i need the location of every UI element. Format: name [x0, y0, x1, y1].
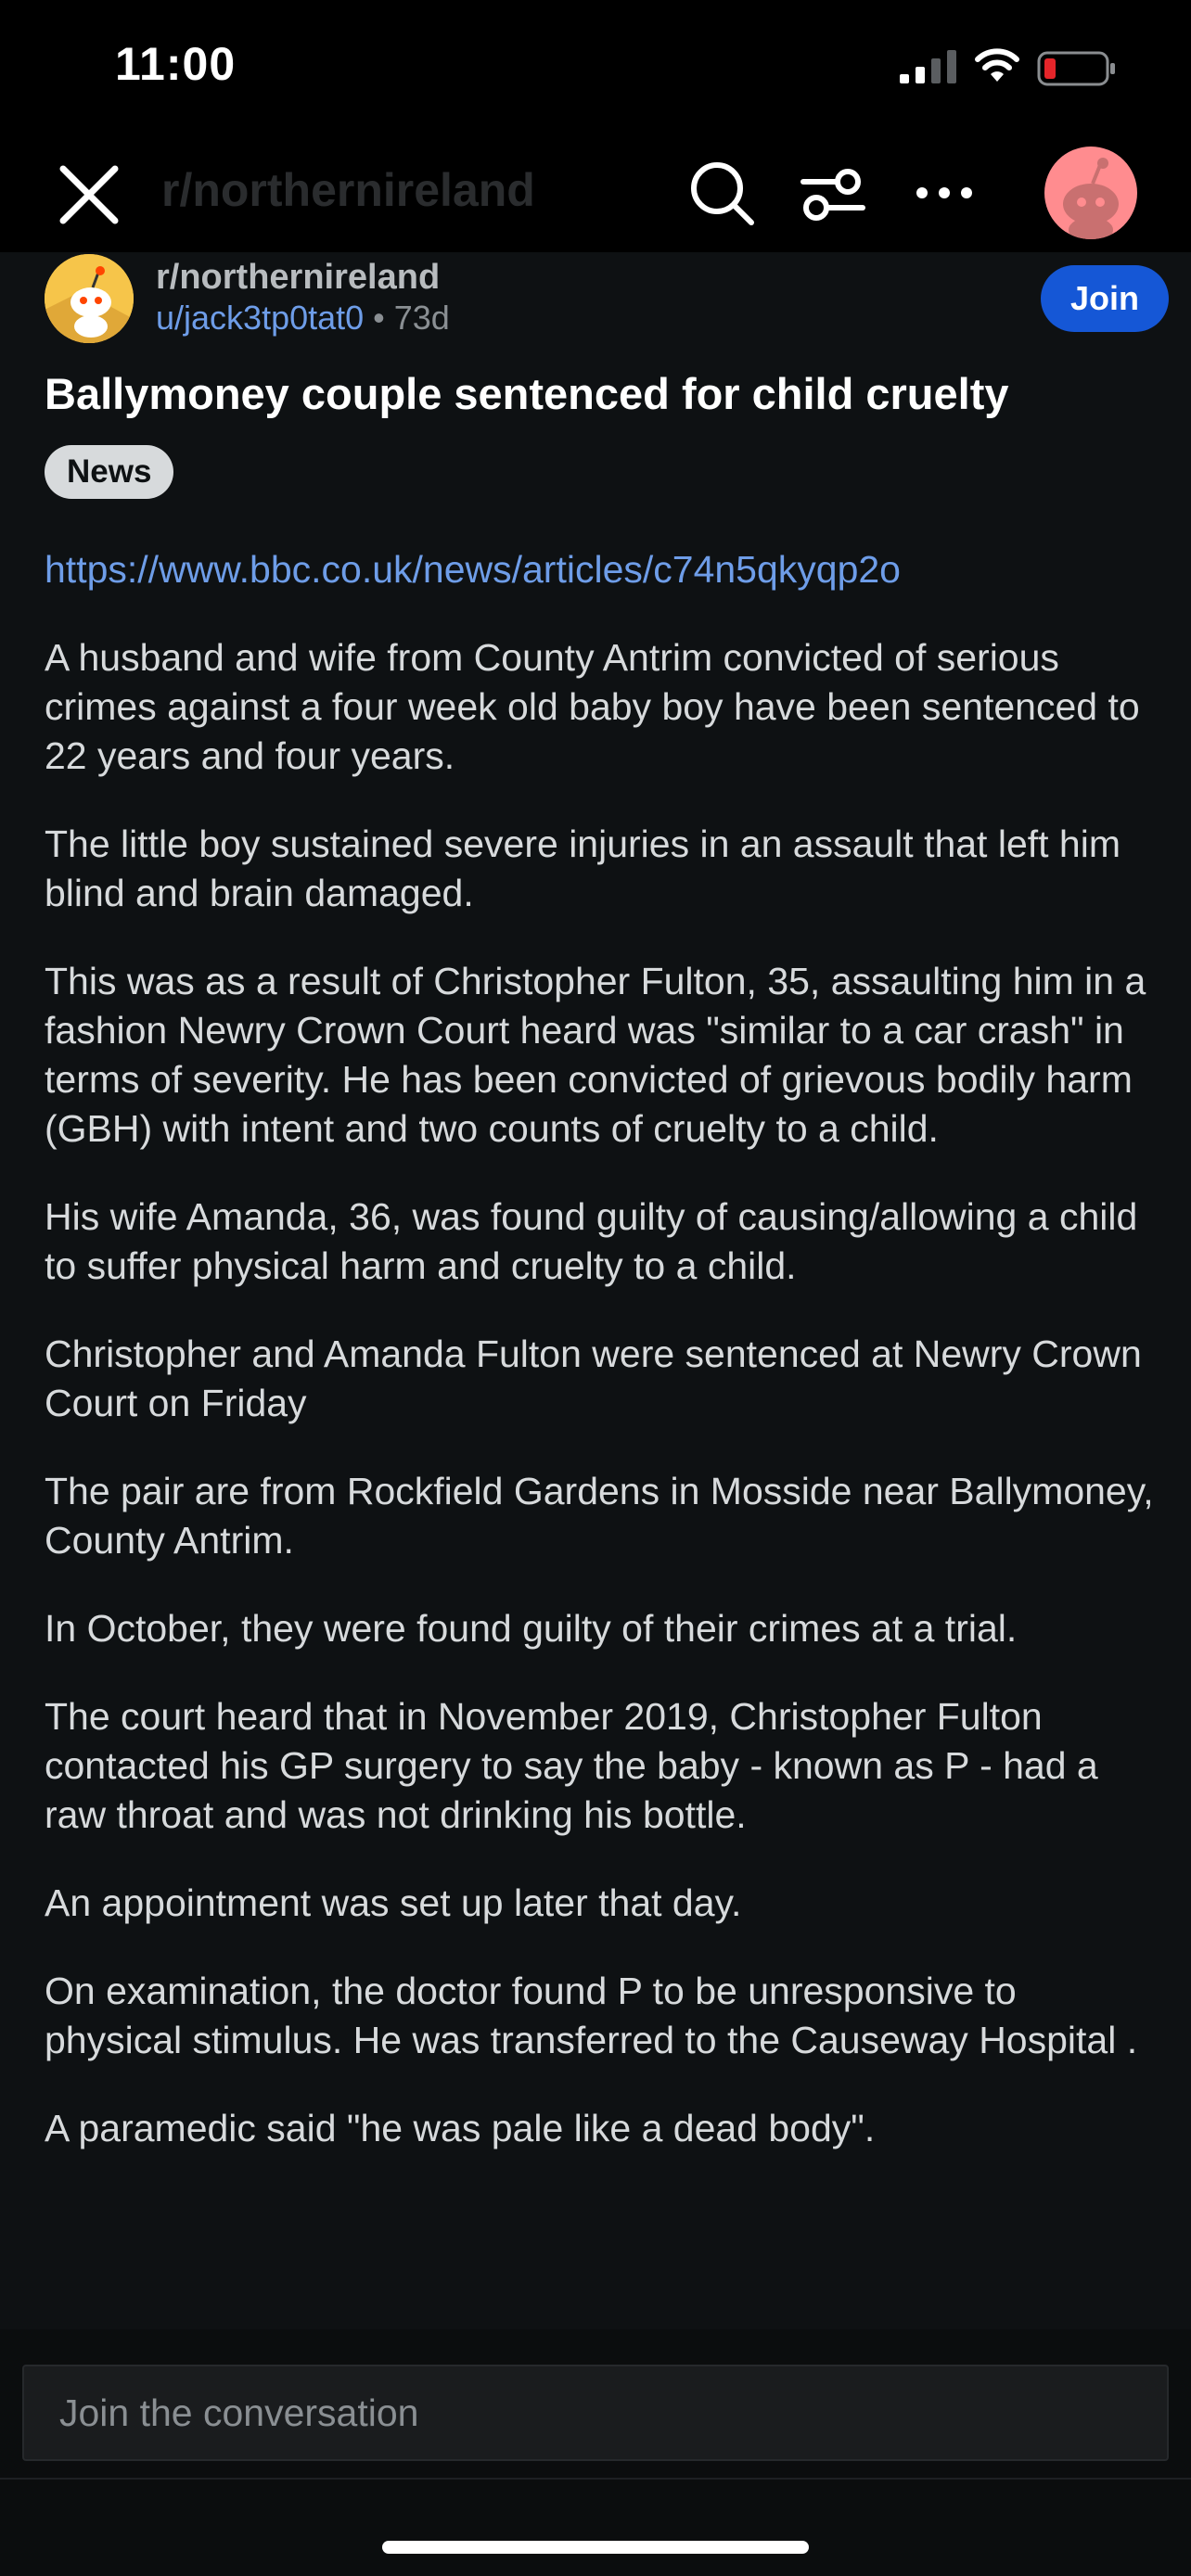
post-age: 73d [393, 299, 450, 337]
status-bar [0, 0, 1191, 130]
comment-input[interactable] [22, 2365, 1169, 2461]
post-content [0, 252, 1191, 2329]
body-paragraph: The pair are from Rockfield Gardens in Mosside near Ballymoney, County Antrim. [45, 1470, 1154, 1562]
meta-separator: • [373, 299, 385, 337]
body-paragraph: This was as a result of Christopher Fulton, 35, assaulting him in a fashion Newry Crown Court heard was "similar to a car crash" in terms of severity. He has been convicted of grievous bodily harm (GBH) with intent and two counts of cruelty to a child. [45, 960, 1146, 1150]
comment-composer-bar [0, 2329, 1191, 2576]
body-paragraph: The court heard that in November 2019, Christopher Fulton contacted his GP surgery to say the baby - known as P - had a raw throat and was not drinking his bottle. [45, 1695, 1098, 1836]
subreddit-avatar[interactable] [45, 254, 134, 343]
post-body [45, 545, 1158, 2192]
body-paragraph: An appointment was set up later that day. [45, 1881, 742, 1924]
top-navigation-bar [0, 130, 1191, 252]
join-button[interactable]: Join [1041, 265, 1169, 332]
snoo-avatar-icon [1044, 147, 1137, 239]
nav-subreddit-title: r/northernireland [161, 164, 535, 216]
status-time: 11:00 [115, 38, 237, 90]
body-paragraph: A paramedic said "he was pale like a dead body". [45, 2107, 876, 2149]
body-paragraph: The little boy sustained severe injuries in an assault that left him blind and brain damaged. [45, 823, 1121, 914]
body-paragraph: Christopher and Amanda Fulton were sentenced at Newry Crown Court on Friday [45, 1333, 1142, 1424]
body-paragraph: A husband and wife from County Antrim convicted of serious crimes against a four week old baby boy have been sentenced to 22 years and four years. [45, 636, 1140, 777]
post-flair[interactable]: News [45, 445, 173, 499]
battery-low-icon [1037, 50, 1117, 87]
cellular-signal-icon [900, 50, 957, 83]
close-icon[interactable] [52, 158, 126, 232]
post-author[interactable]: u/jack3tp0tat0 [156, 299, 365, 337]
post-meta [156, 299, 450, 338]
wifi-icon [974, 46, 1020, 83]
subreddit-snoo-icon [45, 254, 134, 343]
filter-sliders-icon[interactable] [796, 156, 870, 230]
bottom-divider [0, 2478, 1191, 2480]
subreddit-name[interactable]: r/northernireland [156, 258, 441, 297]
body-paragraph: In October, they were found guilty of their crimes at a trial. [45, 1607, 1018, 1650]
search-icon[interactable] [685, 156, 759, 230]
body-paragraph: On examination, the doctor found P to be unresponsive to physical stimulus. He was transferred to the Causeway Hospital . [45, 1970, 1138, 2061]
user-avatar[interactable] [1044, 147, 1137, 239]
post-title: Ballymoney couple sentenced for child cruelty [45, 369, 1009, 418]
article-link[interactable]: https://www.bbc.co.uk/news/articles/c74n5qkyqp2o [45, 548, 901, 591]
more-horizontal-icon[interactable] [907, 156, 981, 230]
home-indicator[interactable] [382, 2541, 809, 2554]
body-paragraph: His wife Amanda, 36, was found guilty of causing/allowing a child to suffer physical harm and cruelty to a child. [45, 1195, 1138, 1287]
